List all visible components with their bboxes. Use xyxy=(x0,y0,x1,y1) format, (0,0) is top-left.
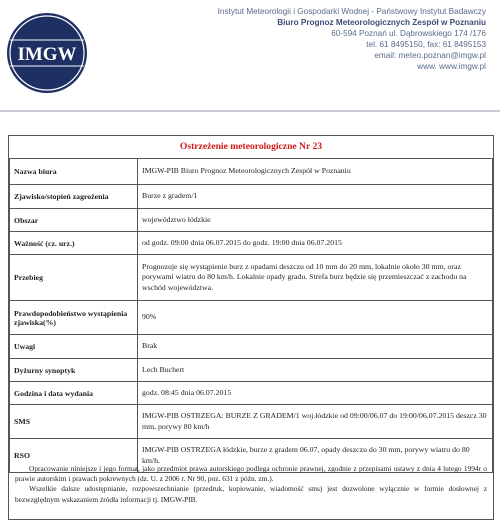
imgw-logo xyxy=(6,12,88,94)
warning-table xyxy=(9,158,493,473)
svg-text:IMGW: IMGW xyxy=(17,44,77,65)
row-value: IMGW-PIB OSTRZEGA: BURZE Z GRADEM/1 woj.łódzkie od 09:00/06.07 do 19:00/06.07.2015 deszcz 30 mm, porywy 80 km/h xyxy=(138,405,493,439)
row-value: IMGW-PIB Biuro Prognoz Meteorologicznych Zespół w Poznaniu xyxy=(138,159,493,185)
row-value: Brak xyxy=(138,335,493,359)
row-value: Burze z gradem/1 xyxy=(138,185,493,209)
row-label: Przebieg xyxy=(10,255,138,301)
copyright-note xyxy=(9,464,493,505)
phone-fax: tel. 61 8495150, fax: 61 8495153 xyxy=(366,40,486,49)
table-row xyxy=(10,382,493,405)
row-label: Zjawisko/stopień zagrożenia xyxy=(10,185,138,209)
table-row xyxy=(10,359,493,382)
table-row xyxy=(10,159,493,185)
email-link[interactable]: email: meteo.poznan@imgw.pl xyxy=(374,51,486,60)
row-label: Dyżurny synoptyk xyxy=(10,359,138,382)
table-row xyxy=(10,405,493,439)
row-label: Nazwa biura xyxy=(10,159,138,185)
row-label: Uwagi xyxy=(10,335,138,359)
address: 60-594 Poznań ul. Dąbrowskiego 174 /176 xyxy=(331,29,486,38)
table-row xyxy=(10,301,493,335)
institute-name: Instytut Meteorologii i Gospodarki Wodnej - Państwowy Instytut Badawczy xyxy=(217,7,486,16)
row-value: 90% xyxy=(138,301,493,335)
row-value: województwo łódzkie xyxy=(138,209,493,232)
row-label: Obszar xyxy=(10,209,138,232)
warning-frame xyxy=(8,135,494,520)
header-divider xyxy=(0,110,500,112)
office-name: Biuro Prognoz Meteorologicznych Zespół w Poznaniu xyxy=(277,18,486,27)
copyright-paragraph: Opracowanie niniejsze i jego format, jako przedmiot prawa autorskiego podlega ochronie prawnej, zgodnie z przepisami ustawy z dnia 4 lutego 1994r o prawie autorskim i prawach pokrewnych (dz. U. z 2006 r. Nr 90, poz. 631 z późn. zm.). xyxy=(15,464,487,484)
distribution-paragraph: Wszelkie dalsze udostępnianie, rozpowszechnianie (przedruk, kopiowanie, wiadomość sms) jest dozwolone wyłącznie w formie dosłownej z bezwzględnym wskazaniem źródła informacji tj. IMGW-PIB. xyxy=(15,484,487,504)
row-value: Prognozuje się wystąpienie burz z opadami deszczu od 10 mm do 20 mm, lokalnie około 30 mm, oraz porywami wiatru do 80 km/h. Lokalnie opady gradu. Strefa burz będzie się przemieszczać z zachodu na wschód województwa. xyxy=(138,255,493,301)
table-row xyxy=(10,255,493,301)
www-link[interactable]: www. www.imgw.pl xyxy=(417,62,486,71)
table-row xyxy=(10,335,493,359)
row-value: od godz. 09:00 dnia 06.07.2015 do godz. 19:00 dnia 06.07.2015 xyxy=(138,232,493,255)
row-label: Prawdopodobieństwo wystąpienia zjawiska(%) xyxy=(10,301,138,335)
row-value: IMGW-PIB OSTRZEGA łódzkie, burze z gradem 06.07, opady deszczu do 30 mm, porywy wiatru do 80 km/h. xyxy=(138,439,493,473)
row-label: RSO xyxy=(10,439,138,473)
row-value: godz. 08:45 dnia 06.07.2015 xyxy=(138,382,493,405)
row-label: Godzina i data wydania xyxy=(10,382,138,405)
row-label: SMS xyxy=(10,405,138,439)
row-value: Lech Buchert xyxy=(138,359,493,382)
table-row xyxy=(10,209,493,232)
institute-info xyxy=(218,6,486,72)
table-row xyxy=(10,232,493,255)
row-label: Ważność (cz. urz.) xyxy=(10,232,138,255)
letterhead xyxy=(0,0,500,118)
table-row xyxy=(10,185,493,209)
warning-title: Ostrzeżenie meteorologiczne Nr 23 xyxy=(179,141,323,152)
